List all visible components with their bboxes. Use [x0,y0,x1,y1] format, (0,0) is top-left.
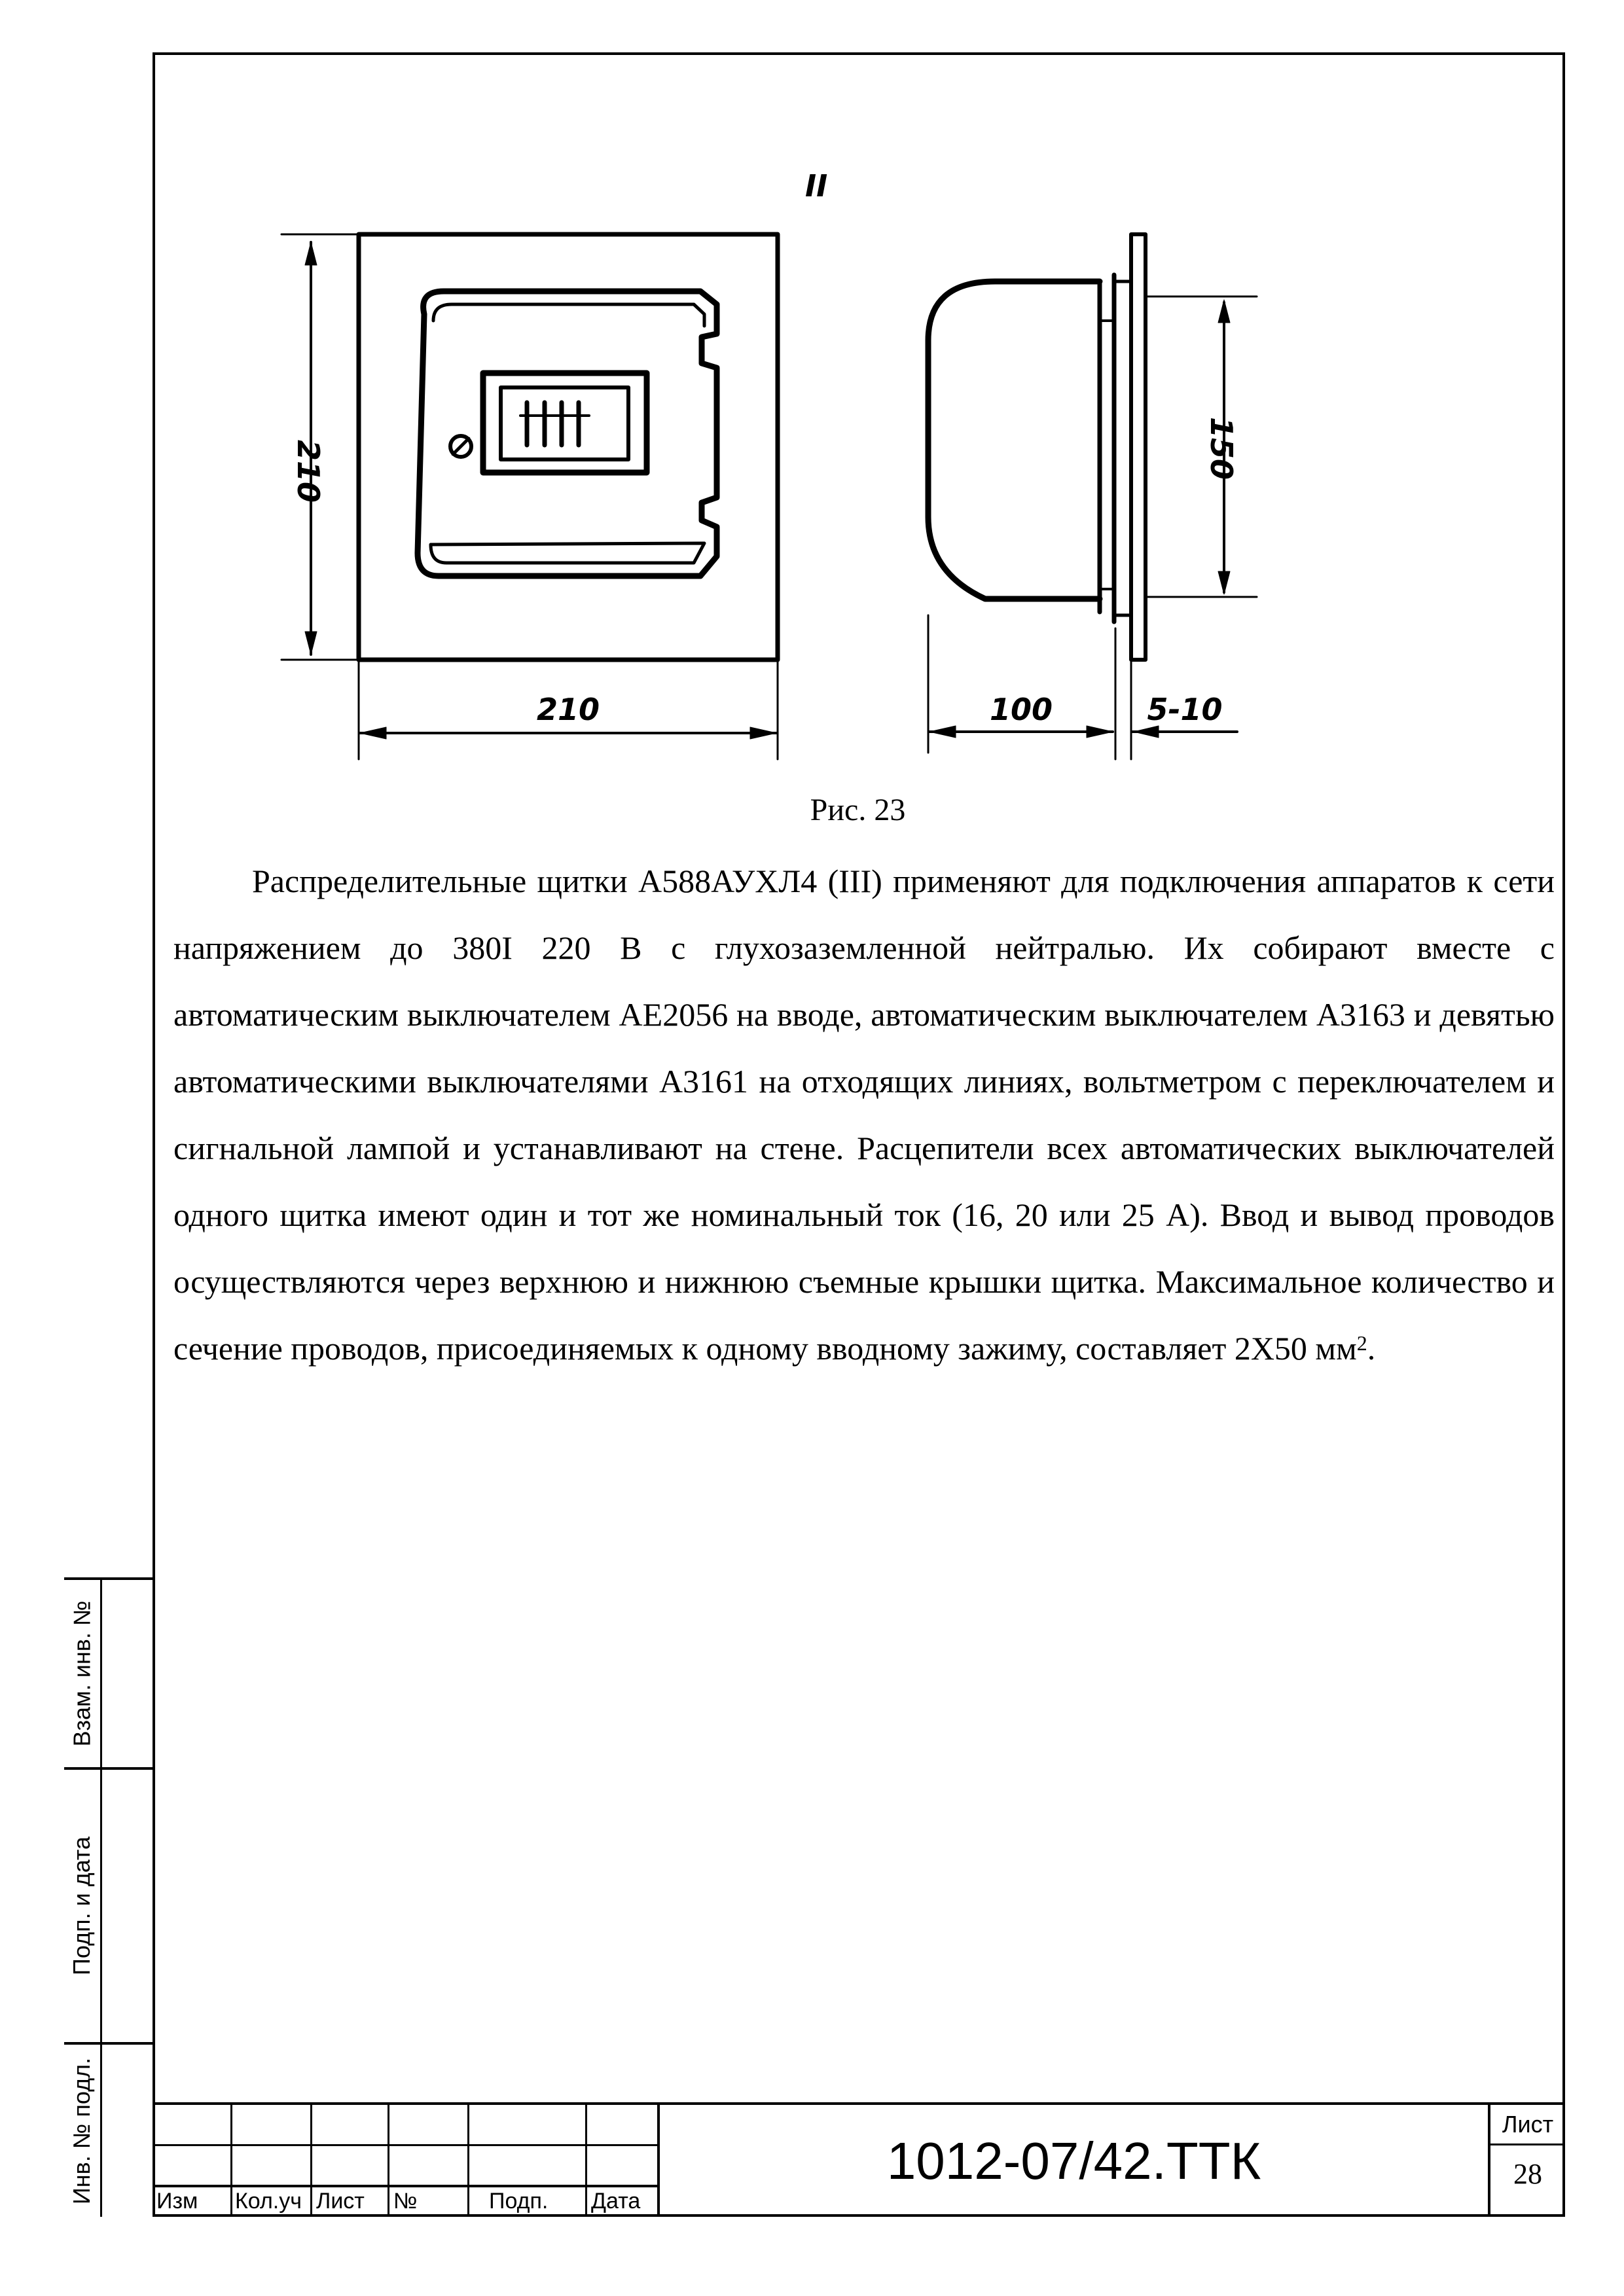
header-data: Дата [591,2189,641,2214]
stamp-inv-orig [64,2045,153,2217]
dim-front-height: 210 [291,439,326,503]
view-label: II [805,168,828,204]
dim-side-depth: 100 [989,692,1053,727]
document-code: 1012-07/42.ТТК [886,2131,1261,2190]
dim-front-width: 210 [536,692,600,727]
title-block-grid [153,2105,660,2217]
figure-drawing [262,157,1309,772]
figure-caption: Рис. 23 [810,793,906,827]
side-stamp-column [64,1577,153,2217]
body-paragraph-end: . [1367,1330,1376,1367]
header-kol-uch: Кол.уч [235,2189,302,2214]
meter-window-inner [501,387,628,459]
title-block [153,2102,1565,2217]
figure-distribution-board [262,157,1309,772]
stamp-sign-date-label: Подп. и дата [68,1836,96,1976]
front-view-housing [418,291,717,576]
body-paragraph [173,848,1555,1386]
sheet-label: Лист [1490,2105,1565,2145]
header-list: Лист [316,2189,365,2214]
body-paragraph-text: Распределительные щитки А588АУХЛ4 (III) применяют для подключения аппаратов к сети напряжением до 380I 220 В с глухозаземленной нейтралью. Их собирают вместе с автоматическим выключателем АЕ2056 на вводе, автоматическим выключателем А3163 и девятью автоматическими выключателями А3161 на отходящих линиях, вольтметром с переключателем и сигнальной лампой и устанавливают на стене. Расцепители всех автоматических выключателей одного щитка имеют один и тот же номинальный ток (16, 20 или 25 А). Ввод и вывод проводов осуществляются через верхнюю и нижнюю съемные крышки щитка. Максимальное количество и сечение проводов, присоединяемых к одному вводному зажиму, составляет 2Х50 мм [173,863,1555,1367]
stamp-sign-date [64,1770,153,2045]
sheet-box [1488,2105,1565,2217]
sheet-number: 28 [1513,2158,1542,2190]
stamp-swap-inv [64,1580,153,1770]
header-number: № [393,2189,418,2214]
stamp-inv-orig-label: Инв. № подл. [68,2057,96,2204]
header-podp: Подп. [489,2189,549,2214]
side-view-body [928,281,1100,599]
dim-side-flange: 5-10 [1147,692,1223,727]
side-view-plate [1131,234,1146,660]
header-izm: Изм [156,2189,198,2214]
dim-side-height: 150 [1204,416,1239,480]
superscript: 2 [1356,1331,1367,1355]
stamp-swap-inv-label: Взам. инв. № [68,1600,96,1747]
